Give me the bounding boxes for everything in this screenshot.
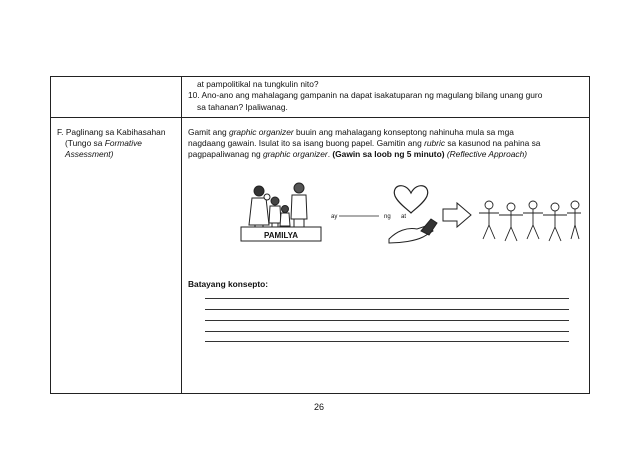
- question-10: 10. Ano-ano ang mahalagang gampanin na dapat isakatuparan ng magulang bilang unang guro: [188, 90, 543, 100]
- instruction-line-3: pagpapaliwanag ng graphic organizer. (Gawin sa loob ng 5 minuto) (Reflective Approach): [188, 149, 528, 159]
- connector-word-at: at: [401, 214, 407, 220]
- connector-word-ay: ay: [331, 214, 338, 220]
- concept-label: Batayang konsepto:: [188, 279, 269, 289]
- instruction-line-1: Gamit ang graphic organizer buuin ang mahalagang konseptong nahinuha mula sa mga: [188, 127, 514, 137]
- section-label: F. Paglinang sa Kabihasahan (Tungo sa Formative Assessment): [57, 127, 166, 159]
- connector-word-ng: ng: [384, 214, 391, 220]
- answer-line: [205, 298, 569, 299]
- paper-dolls-icon: [479, 201, 581, 241]
- answer-line: [205, 320, 569, 321]
- row-divider: [51, 117, 589, 118]
- question-10-continuation: sa tahanan? Ipaliwanag.: [197, 102, 288, 112]
- graphic-organizer: [239, 179, 583, 253]
- arrow-right-icon: [443, 203, 471, 227]
- family-box-label: PAMILYA: [264, 231, 298, 240]
- heart-icon: [394, 186, 427, 213]
- column-divider: [181, 77, 182, 393]
- answer-line: [205, 331, 569, 332]
- hands-icon: [389, 219, 437, 243]
- answer-line: [205, 341, 569, 342]
- lesson-table: [50, 76, 590, 394]
- instruction-line-2: nagdaang gawain. Isulat ito sa isang buong papel. Gamitin ang rubric sa kasunod na pahina sa: [188, 138, 541, 148]
- question-9-continuation: at pampolitikal na tungkulin nito?: [197, 79, 319, 89]
- answer-line: [205, 309, 569, 310]
- page-number: 26: [313, 402, 324, 412]
